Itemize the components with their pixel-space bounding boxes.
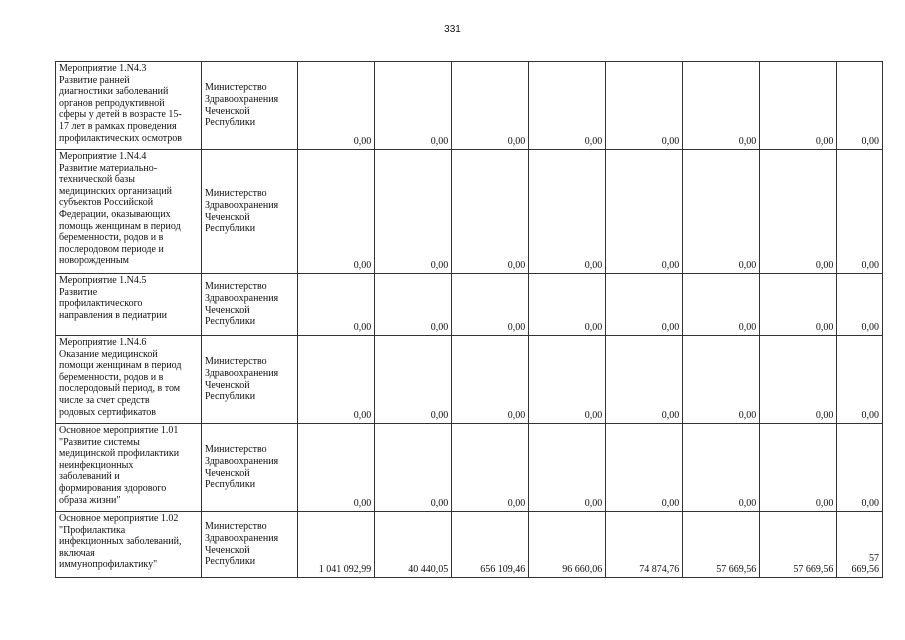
activity-name-line: Федерации, оказывающих — [59, 208, 171, 220]
budget-table — [55, 61, 883, 578]
activity-name-line: включая — [59, 547, 95, 559]
executor-cell — [201, 424, 297, 512]
amount-cell: 40 440,05 — [375, 512, 452, 578]
executor-line: Республики — [204, 479, 256, 491]
activity-name-line: помощь женщинам в период — [59, 220, 181, 232]
activity-name-line: Мероприятие 1.N4.6 — [59, 337, 147, 348]
amount-cell: 57 669,56 — [683, 512, 760, 578]
amount-cell: 0,00 — [683, 424, 760, 512]
executor-line: Здравоохранения — [204, 455, 279, 467]
activity-name-line: новорожденным — [59, 255, 129, 267]
amount-cell: 0,00 — [837, 150, 883, 274]
activity-name-line: беременности, родов и в — [59, 232, 164, 244]
executor-cell — [201, 336, 297, 424]
table-row — [56, 336, 883, 424]
amount-cell: 0,00 — [683, 62, 760, 150]
activity-name-line: заболеваний и — [59, 471, 120, 483]
activity-name-line: Основное мероприятие 1.01 — [59, 425, 179, 436]
amount-cell: 0,00 — [452, 336, 529, 424]
amount-cell: 96 660,06 — [529, 512, 606, 578]
activity-name-line: "Развитие системы — [59, 436, 140, 448]
amount-cell: 0,00 — [529, 150, 606, 274]
activity-name-line: "Профилактика — [59, 524, 126, 536]
activity-name-line: технической базы — [59, 174, 135, 186]
amount-cell: 0,00 — [837, 336, 883, 424]
executor-cell — [201, 512, 297, 578]
activity-name-line: Развитие ранней — [59, 74, 130, 86]
executor-line: Республики — [204, 556, 256, 568]
executor-line: Здравоохранения — [204, 199, 279, 211]
amount-cell: 0,00 — [683, 150, 760, 274]
executor-line: Республики — [204, 391, 256, 403]
amount-cell: 0,00 — [683, 336, 760, 424]
amount-cell: 0,00 — [760, 150, 837, 274]
executor-line: Министерство — [204, 281, 267, 293]
executor-cell — [201, 150, 297, 274]
amount-cell: 0,00 — [298, 424, 375, 512]
executor-line: Чеченской — [204, 544, 250, 556]
amount-cell: 0,00 — [606, 424, 683, 512]
amount-cell: 0,00 — [452, 424, 529, 512]
executor-line: Чеченской — [204, 304, 250, 316]
activity-name-cell — [56, 424, 202, 512]
executor-line: Министерство — [204, 444, 267, 456]
activity-name-line: профилактических осмотров — [59, 132, 183, 144]
executor-line: Чеченской — [204, 105, 250, 117]
activity-name-line: помощи женщинам в период — [59, 360, 182, 372]
table-row — [56, 424, 883, 512]
activity-name-line: медицинских организаций — [59, 185, 172, 197]
executor-line: Республики — [204, 117, 256, 129]
amount-cell: 0,00 — [298, 150, 375, 274]
activity-name-line: послеродовый период, в том — [59, 383, 181, 395]
amount-cell: 1 041 092,99 — [298, 512, 375, 578]
activity-name-line: родовых сертификатов — [59, 406, 157, 418]
amount-cell: 0,00 — [298, 274, 375, 336]
executor-cell — [201, 62, 297, 150]
activity-name-cell — [56, 150, 202, 274]
table-row — [56, 62, 883, 150]
activity-name-line: образа жизни" — [59, 494, 121, 506]
amount-cell: 0,00 — [837, 424, 883, 512]
activity-name-line: субъектов Российской — [59, 197, 154, 209]
activity-name-line: неинфекционных — [59, 459, 134, 471]
amount-cell: 0,00 — [298, 336, 375, 424]
table-row — [56, 512, 883, 578]
activity-name-cell — [56, 512, 202, 578]
activity-name-line: Мероприятие 1.N4.5 — [59, 275, 147, 286]
amount-cell: 0,00 — [760, 274, 837, 336]
amount-cell: 0,00 — [452, 274, 529, 336]
amount-cell: 74 874,76 — [606, 512, 683, 578]
amount-cell: 0,00 — [760, 336, 837, 424]
activity-name-line: беременности, родов и в — [59, 371, 164, 383]
amount-cell: 0,00 — [375, 336, 452, 424]
activity-name-cell — [56, 62, 202, 150]
executor-line: Здравоохранения — [204, 532, 279, 544]
activity-name-line: формирования здорового — [59, 482, 167, 494]
activity-name-line: направления в педиатрии — [59, 309, 167, 321]
amount-cell: 0,00 — [837, 274, 883, 336]
activity-name-line: сферы у детей в возрасте 15- — [59, 109, 182, 121]
amount-cell: 0,00 — [529, 336, 606, 424]
executor-line: Министерство — [204, 188, 267, 200]
activity-name-line: Развитие — [59, 286, 98, 298]
table-row — [56, 274, 883, 336]
activity-name-line: числе за счет средств — [59, 394, 150, 406]
amount-cell: 0,00 — [452, 62, 529, 150]
executor-line: Чеченской — [204, 211, 250, 223]
amount-cell: 0,00 — [760, 424, 837, 512]
executor-line: Министерство — [204, 521, 267, 533]
activity-name-cell — [56, 336, 202, 424]
executor-line: Здравоохранения — [204, 367, 279, 379]
amount-cell: 0,00 — [452, 150, 529, 274]
activity-name-line: медицинской профилактики — [59, 448, 180, 460]
executor-line: Здравоохранения — [204, 292, 279, 304]
amount-cell: 656 109,46 — [452, 512, 529, 578]
executor-line: Республики — [204, 223, 256, 235]
executor-line: Министерство — [204, 82, 267, 94]
activity-name-line: Развитие материально- — [59, 162, 158, 174]
amount-cell: 0,00 — [375, 62, 452, 150]
amount-cell: 0,00 — [683, 274, 760, 336]
amount-cell: 0,00 — [375, 424, 452, 512]
amount-cell: 0,00 — [837, 62, 883, 150]
activity-name-line: Мероприятие 1.N4.3 — [59, 63, 147, 74]
executor-line: Чеченской — [204, 379, 250, 391]
executor-line: Министерство — [204, 356, 267, 368]
executor-line: Республики — [204, 316, 256, 328]
amount-cell: 0,00 — [375, 150, 452, 274]
activity-name-line: иммунопрофилактику" — [59, 559, 158, 571]
executor-cell — [201, 274, 297, 336]
activity-name-line: послеродовом периоде и — [59, 243, 164, 255]
activity-name-line: профилактического — [59, 298, 143, 310]
amount-cell: 0,00 — [529, 62, 606, 150]
activity-name-line: диагностики заболеваний — [59, 86, 169, 98]
page-number: 331 — [444, 24, 461, 35]
amount-cell: 0,00 — [760, 62, 837, 150]
amount-cell: 0,00 — [298, 62, 375, 150]
activity-name-line: инфекционных заболеваний, — [59, 536, 182, 548]
amount-cell: 0,00 — [529, 424, 606, 512]
activity-name-line: Оказание медицинской — [59, 348, 158, 360]
activity-name-line: органов репродуктивной — [59, 97, 165, 109]
amount-cell: 0,00 — [375, 274, 452, 336]
amount-cell: 0,00 — [606, 150, 683, 274]
amount-cell: 57 669,56 — [837, 512, 883, 578]
executor-line: Здравоохранения — [204, 93, 279, 105]
activity-name-line: Основное мероприятие 1.02 — [59, 513, 179, 524]
executor-line: Чеченской — [204, 467, 250, 479]
amount-cell: 0,00 — [606, 62, 683, 150]
table-row — [56, 150, 883, 274]
amount-cell: 0,00 — [606, 274, 683, 336]
activity-name-line: Мероприятие 1.N4.4 — [59, 151, 147, 162]
activity-name-line: 17 лет в рамках проведения — [59, 120, 177, 132]
amount-cell: 0,00 — [606, 336, 683, 424]
amount-cell: 57 669,56 — [760, 512, 837, 578]
activity-name-cell — [56, 274, 202, 336]
amount-cell: 0,00 — [529, 274, 606, 336]
